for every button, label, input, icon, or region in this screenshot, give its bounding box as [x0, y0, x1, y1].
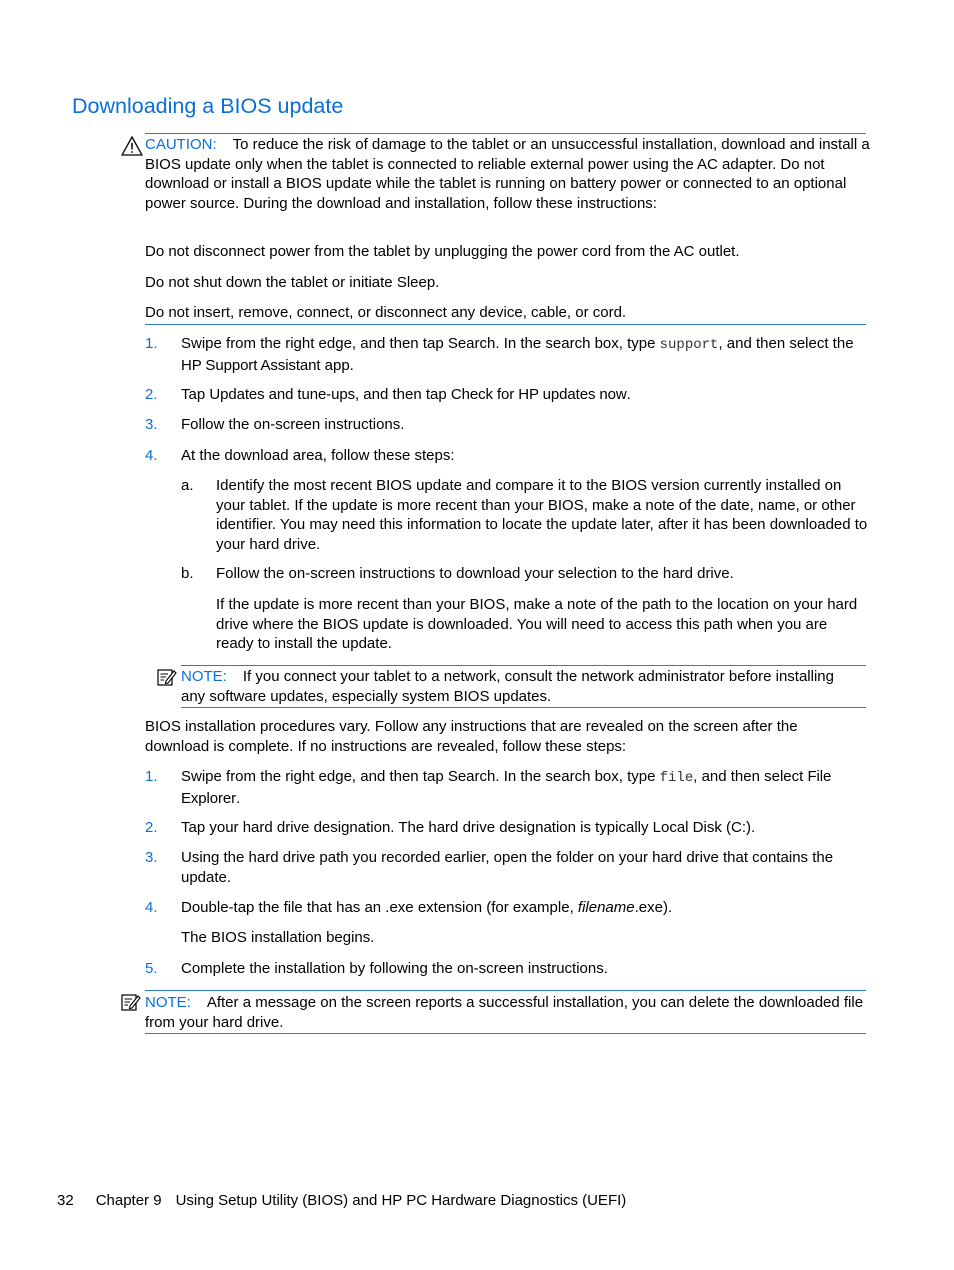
code-file: file	[659, 770, 694, 786]
hp-support-assistant: HP Support Assistant	[181, 356, 321, 374]
substep-b-letter: b.	[181, 565, 194, 582]
caution-item-1: Do not disconnect power from the tablet by unplugging the power cord from the AC outlet.	[145, 243, 740, 260]
caution-top-rule	[145, 133, 866, 134]
code-support: support	[659, 337, 719, 353]
caution-paragraph	[145, 135, 870, 213]
step1-4-number: 4.	[145, 447, 158, 464]
note-icon	[157, 668, 177, 687]
step2-3-text: Using the hard drive path you recorded earlier, open the folder on your hard drive that contains the update.	[181, 849, 834, 886]
step1-3-number: 3.	[145, 416, 158, 433]
step1-3-text: Follow the on-screen instructions.	[181, 416, 405, 433]
substep-a-text: Identify the most recent BIOS update and compare it to the BIOS version currently installed on your tablet. If the update is more recent than your BIOS, make a note of the date, name, or other identifier. You may need this information to locate the update later, after it has been downloaded to your hard drive.	[216, 477, 868, 553]
step2-3-number: 3.	[145, 849, 158, 866]
step2-5-number: 5.	[145, 960, 158, 977]
note-icon	[121, 993, 141, 1012]
note2-paragraph	[145, 993, 865, 1032]
chapter-label: Chapter 9	[95, 1192, 162, 1209]
note1-paragraph	[181, 667, 861, 706]
step2-4-number: 4.	[145, 899, 158, 916]
step1-1-number: 1.	[145, 335, 158, 352]
page-title: Downloading a BIOS update	[72, 94, 344, 118]
note2-bottom-rule	[145, 1033, 866, 1034]
substep-a-letter: a.	[181, 477, 194, 494]
step1-1-text: Swipe from the right edge, and then tap Search. In the search box, type support, and then select the HP Support Assistant app.	[181, 335, 854, 374]
step2-4-text: Double-tap the file that has an .exe extension (for example, filename.exe).	[181, 899, 673, 916]
step2-5-text: Complete the installation by following the on-screen instructions.	[181, 960, 608, 977]
check-for-updates: Check for HP updates now	[450, 386, 627, 403]
intro-paragraph: BIOS installation procedures vary. Follow any instructions that are revealed on the screen after the download is complete. If no instructions are revealed, follow these steps:	[145, 718, 798, 755]
footer	[57, 1191, 626, 1211]
step2-2-number: 2.	[145, 819, 158, 836]
step2-2-text: Tap your hard drive designation. The hard drive designation is typically Local Disk (C:).	[181, 819, 756, 836]
note1-text: If you connect your tablet to a network, consult the network administrator before installing any software updates, especially system BIOS updates.	[181, 668, 834, 705]
substep-b-followup: If the update is more recent than your BIOS, make a note of the path to the location on your hard drive where the BIOS update is downloaded. You will need to access this path when you are ready to install the update.	[216, 596, 858, 652]
chapter-title: Using Setup Utility (BIOS) and HP PC Hardware Diagnostics (UEFI)	[175, 1192, 627, 1209]
note1-bottom-rule	[181, 707, 866, 708]
caution-text: To reduce the risk of damage to the tablet or an unsuccessful installation, download and install a BIOS update only when the tablet is connected to reliable external power using the AC adapter. Do not download or install a BIOS update while the tablet is running on battery power or connected to an optional power source. During the download and installation, follow these instructions:	[145, 136, 870, 212]
caution-item-3: Do not insert, remove, connect, or disconnect any device, cable, or cord.	[145, 304, 627, 321]
caution-item-2: Do not shut down the tablet or initiate Sleep.	[145, 274, 440, 291]
step1-2-text: Tap Updates and tune-ups, and then tap Check for HP updates now.	[181, 386, 631, 403]
note2-top-rule	[145, 990, 866, 991]
step2-4-followup: The BIOS installation begins.	[181, 929, 375, 946]
warning-icon	[121, 136, 143, 156]
step2-1-text: Swipe from the right edge, and then tap Search. In the search box, type file, and then select File Explorer.	[181, 768, 832, 807]
filename-italic: filename	[577, 899, 635, 916]
file-explorer: File Explorer	[181, 768, 832, 807]
step2-1-number: 1.	[145, 768, 158, 785]
note1-label: NOTE:	[181, 668, 227, 685]
note2-label: NOTE:	[145, 994, 191, 1011]
step1-2-number: 2.	[145, 386, 158, 403]
step1-4-text: At the download area, follow these steps:	[181, 447, 455, 464]
caution-label: CAUTION:	[145, 136, 217, 153]
updates-tune-ups: Updates and tune-ups	[209, 386, 355, 403]
caution-bottom-rule	[145, 324, 866, 325]
note2-text: After a message on the screen reports a successful installation, you can delete the downloaded file from your hard drive.	[145, 994, 864, 1031]
page-number: 32	[57, 1192, 74, 1209]
substep-b-text: Follow the on-screen instructions to download your selection to the hard drive.	[216, 565, 734, 582]
note1-top-rule	[181, 665, 866, 666]
